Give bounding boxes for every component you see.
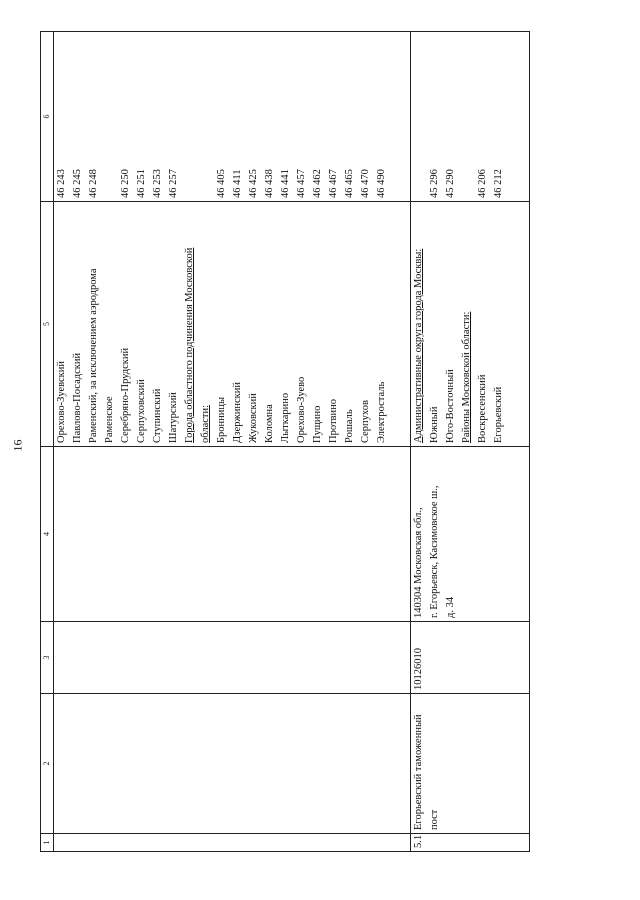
territory-item: Егорьевский (493, 386, 504, 443)
cell-territory-list (411, 202, 530, 447)
okato-code: 46 248 (88, 169, 99, 198)
territory-item: Серебряно-Прудский (120, 347, 131, 443)
okato-code: 46 245 (72, 169, 83, 198)
table-row-5-1 (411, 32, 530, 852)
territory-item: Раменский, за исключением аэродрома (88, 268, 99, 443)
cell-okato-codes (411, 32, 530, 202)
territory-item: Коломна (264, 404, 275, 443)
territory-item: Протвино (328, 399, 339, 443)
territory-item: Южный (429, 406, 440, 443)
territory-item: Павлово-Посадский (72, 352, 83, 443)
header-row (41, 32, 54, 852)
okato-code: 46 438 (264, 169, 275, 198)
territory-item: Дзержинский (232, 382, 243, 443)
okato-code: 46 405 (216, 169, 227, 198)
okato-code: 46 206 (477, 169, 488, 198)
territory-heading: Административные округа города Москвы: (413, 248, 424, 443)
cell-address (411, 447, 530, 622)
okato-code: 46 243 (56, 169, 67, 198)
territory-item: Электросталь (376, 381, 387, 443)
table-row-continued (54, 32, 411, 852)
okato-code: 46 253 (152, 169, 163, 198)
territory-item: Лыткарино (280, 392, 291, 443)
customs-post-name: пост (429, 809, 440, 830)
rotated-table-wrapper (40, 32, 530, 852)
okato-code-empty (102, 35, 118, 198)
territory-item: Жуковский (248, 393, 259, 443)
territory-heading: Районы Московской области: (461, 311, 472, 443)
okato-code: 46 251 (136, 169, 147, 198)
header-col-5: 5 (41, 202, 54, 447)
territory-item: Воскресенский (477, 374, 488, 443)
customs-post-name: Егорьевский таможенный (413, 714, 424, 830)
cell-name (54, 694, 411, 834)
header-col-2: 2 (41, 694, 54, 834)
address-line: д. 34 (445, 596, 456, 618)
okato-code: 46 490 (376, 169, 387, 198)
cell-num (411, 834, 530, 852)
cell-code (411, 622, 530, 694)
territory-item: Юго-Восточный (445, 369, 456, 443)
territory-item: Орехово-Зуевский (56, 360, 67, 443)
cell-num (54, 834, 411, 852)
territory-item: Бронницы (216, 396, 227, 443)
territory-item: Серпуховский (136, 379, 147, 443)
okato-code: 46 411 (232, 169, 243, 198)
territory-heading: области: (200, 404, 211, 443)
customs-post-code: 10126010 (413, 648, 424, 690)
address-line: г. Егорьевск, Касимовское ш., (429, 485, 440, 618)
okato-code: 45 296 (429, 169, 440, 198)
okato-code: 46 441 (280, 169, 291, 198)
okato-code: 45 290 (445, 169, 456, 198)
territory-item: Серпухов (360, 400, 371, 443)
cell-name (411, 694, 530, 834)
cell-territory-list (54, 202, 411, 447)
cell-address (54, 447, 411, 622)
okato-code: 46 467 (328, 169, 339, 198)
cell-code (54, 622, 411, 694)
okato-code: 46 425 (248, 169, 259, 198)
territory-item: Ступинский (152, 388, 163, 443)
row-number: 5.1 (413, 834, 424, 848)
okato-code: 46 250 (120, 169, 131, 198)
territory-item: Пущино (312, 405, 323, 443)
customs-table (40, 31, 530, 852)
okato-code: 46 465 (344, 169, 355, 198)
territory-heading: Города областного подчинения Московской (184, 247, 195, 443)
header-col-3: 3 (41, 622, 54, 694)
header-col-6: 6 (41, 32, 54, 202)
okato-code: 46 470 (360, 169, 371, 198)
header-col-4: 4 (41, 447, 54, 622)
okato-code-empty (198, 35, 214, 198)
address-line: 140304 Московская обл., (413, 507, 424, 618)
territory-item: Рошаль (344, 409, 355, 443)
okato-code-empty (459, 35, 475, 198)
okato-code: 46 462 (312, 169, 323, 198)
okato-code: 46 457 (296, 169, 307, 198)
okato-code: 46 257 (168, 169, 179, 198)
okato-code-empty (182, 35, 198, 198)
okato-code: 46 212 (493, 169, 504, 198)
page-number: 16 (10, 439, 25, 452)
territory-item: Шатурский (168, 392, 179, 443)
territory-item: Раменское (104, 396, 115, 443)
okato-code-empty (411, 35, 427, 198)
cell-okato-codes (54, 32, 411, 202)
header-col-1: 1 (41, 834, 54, 852)
territory-item: Орехово-Зуево (296, 376, 307, 443)
